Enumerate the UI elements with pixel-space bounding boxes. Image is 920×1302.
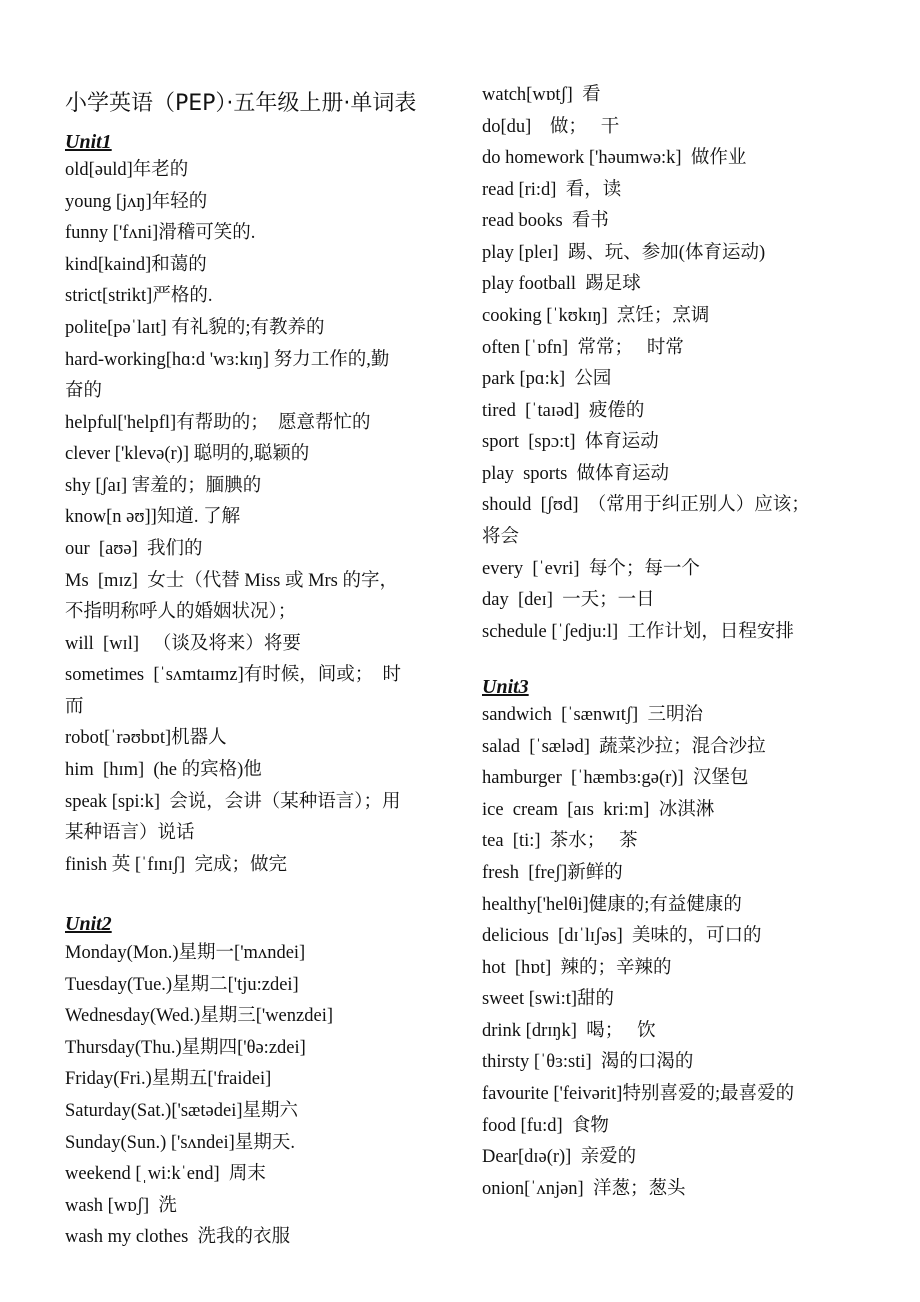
vocab-entry: hard-working[hɑ:d 'wɜ:kɪŋ] 努力工作的,勤 <box>65 350 390 370</box>
vocab-entry: healthy['helθi]健康的;有益健康的 <box>482 895 742 915</box>
vocab-entry: Friday(Fri.)星期五['fraidei] <box>65 1069 272 1089</box>
vocab-entry: ice cream [aɪs kri:m] 冰淇淋 <box>482 800 715 820</box>
vocab-entry: wash my clothes 洗我的衣服 <box>65 1227 291 1247</box>
vocab-entry: onion[ˈʌnjən] 洋葱；葱头 <box>482 1179 686 1199</box>
vocab-entry: schedule [ˈʃedju:l] 工作计划，日程安排 <box>482 622 794 642</box>
vocab-entry: sport [spɔ:t] 体育运动 <box>482 432 659 452</box>
vocab-entry: speak [spi:k] 会说，会讲（某种语言）；用 <box>65 792 401 812</box>
vocab-entry: sometimes [ˈsʌmtaɪmz]有时候，间或； 时 <box>65 665 402 685</box>
vocab-entry: young [jʌŋ]年轻的 <box>65 192 208 212</box>
vocab-entry: watch[wɒtʃ] 看 <box>482 85 601 105</box>
vocab-entry: read books 看书 <box>482 211 609 231</box>
page-title: 小学英语（PEP）·五年级上册·单词表 <box>65 91 417 116</box>
vocab-entry: play football 踢足球 <box>482 274 641 294</box>
unit2-heading: Unit2 <box>65 913 112 935</box>
vocab-entry: shy [ʃaɪ] 害羞的；腼腆的 <box>65 476 262 496</box>
vocab-entry: every [ˈevri] 每个；每一个 <box>482 559 700 579</box>
vocab-entry: will [wɪl] （谈及将来）将要 <box>65 634 301 654</box>
vocab-entry: sandwich [ˈsænwɪtʃ] 三明治 <box>482 705 703 725</box>
vocab-entry: drink [drɪŋk] 喝； 饮 <box>482 1021 656 1041</box>
vocab-entry: him [hɪm] (he 的宾格)他 <box>65 760 262 780</box>
vocab-entry: should [ʃʊd] （常用于纠正别人）应该； <box>482 495 810 515</box>
vocab-entry: helpful['helpfl]有帮助的； 愿意帮忙的 <box>65 413 371 433</box>
vocab-entry: delicious [dɪˈlɪʃəs] 美味的，可口的 <box>482 926 762 946</box>
vocab-entry: our [aʊə] 我们的 <box>65 539 203 559</box>
vocab-entry: play [pleɪ] 踢、玩、参加(体育运动) <box>482 243 766 263</box>
vocab-entry: Saturday(Sat.)['sætədei]星期六 <box>65 1101 298 1121</box>
vocab-entry: cooking [ˈkʊkɪŋ] 烹饪；烹调 <box>482 306 710 326</box>
vocab-entry: polite[pəˈlaɪt] 有礼貌的;有教养的 <box>65 318 325 338</box>
vocab-entry-continuation: 而 <box>65 697 84 717</box>
vocab-entry: Tuesday(Tue.)星期二['tju:zdei] <box>65 975 299 995</box>
vocab-entry: funny ['fʌni]滑稽可笑的. <box>65 223 256 243</box>
unit3-heading: Unit3 <box>482 676 529 698</box>
vocab-entry: robot[ˈrəʊbɒt]机器人 <box>65 728 227 748</box>
vocab-entry: day [deɪ] 一天；一日 <box>482 590 655 610</box>
vocab-entry: read [ri:d] 看，读 <box>482 180 622 200</box>
vocab-entry: Thursday(Thu.)星期四['θə:zdei] <box>65 1038 306 1058</box>
vocab-entry: tea [ti:] 茶水； 茶 <box>482 831 638 851</box>
vocab-entry: finish 英 [ˈfɪnɪʃ] 完成；做完 <box>65 855 287 875</box>
vocab-entry: hamburger [ˈhæmbɜ:gə(r)] 汉堡包 <box>482 768 749 788</box>
vocab-entry: Ms [mɪz] 女士（代替 Miss 或 Mrs 的字， <box>65 571 399 591</box>
vocab-entry: play sports 做体育运动 <box>482 464 670 484</box>
vocab-entry-continuation: 某种语言）说话 <box>65 823 195 843</box>
vocab-entry: tired [ˈtaɪəd] 疲倦的 <box>482 401 645 421</box>
vocab-entry: fresh [freʃ]新鲜的 <box>482 863 623 883</box>
vocab-entry: food [fu:d] 食物 <box>482 1116 609 1136</box>
vocab-entry: often [ˈɒfn] 常常； 时常 <box>482 338 684 358</box>
vocab-entry: salad [ˈsæləd] 蔬菜沙拉；混合沙拉 <box>482 737 766 757</box>
vocab-entry: strict[strikt]严格的. <box>65 286 213 306</box>
vocab-entry-continuation: 将会 <box>482 527 520 547</box>
vocab-entry: hot [hɒt] 辣的；辛辣的 <box>482 958 672 978</box>
vocab-entry: sweet [swi:t]甜的 <box>482 989 615 1009</box>
vocab-entry: clever ['klevə(r)] 聪明的,聪颖的 <box>65 444 310 464</box>
vocab-entry-continuation: 不指明称呼人的婚姻状况）； <box>65 602 297 622</box>
vocab-entry: Sunday(Sun.) ['sʌndei]星期天. <box>65 1133 295 1153</box>
vocab-entry: Wednesday(Wed.)星期三['wenzdei] <box>65 1006 333 1026</box>
vocab-entry: old[əuld]年老的 <box>65 160 189 180</box>
vocab-entry: favourite ['feivərit]特别喜爱的;最喜爱的 <box>482 1084 795 1104</box>
vocab-entry: do[du] 做； 干 <box>482 117 620 137</box>
vocab-entry: thirsty [ˈθɜ:sti] 渴的口渴的 <box>482 1052 694 1072</box>
vocab-entry: kind[kaind]和蔼的 <box>65 255 207 275</box>
vocab-entry: wash [wɒʃ] 洗 <box>65 1196 177 1216</box>
vocab-entry: know[n əʊ]]知道. 了解 <box>65 507 241 527</box>
vocab-entry: Monday(Mon.)星期一['mʌndei] <box>65 943 306 963</box>
unit1-heading: Unit1 <box>65 131 112 153</box>
vocab-entry: weekend [ˌwi:kˈend] 周末 <box>65 1164 266 1184</box>
vocab-entry: Dear[dɪə(r)] 亲爱的 <box>482 1147 637 1167</box>
vocab-entry-continuation: 奋的 <box>65 381 103 401</box>
vocab-entry: do homework ['həumwə:k] 做作业 <box>482 148 747 168</box>
vocab-entry: park [pɑ:k] 公园 <box>482 369 612 389</box>
